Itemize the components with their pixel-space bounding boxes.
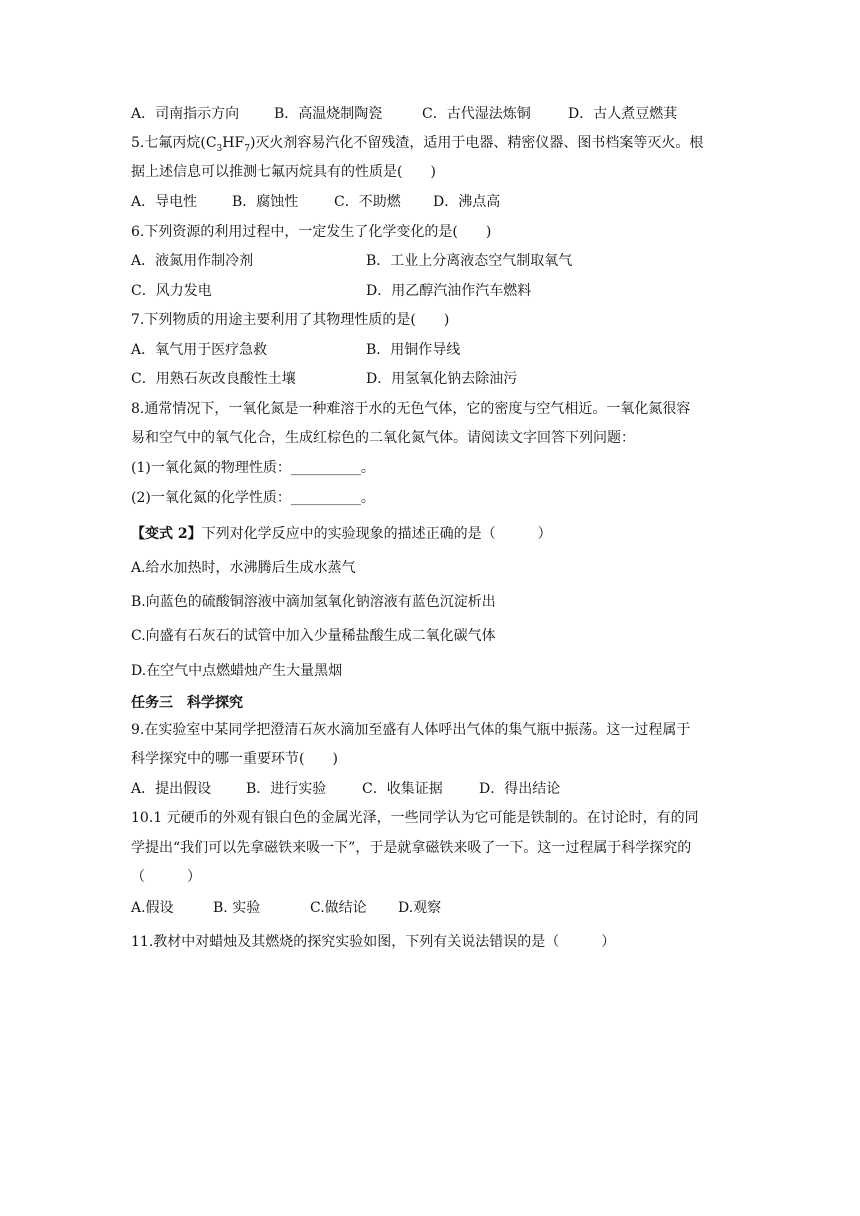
variant2-option-a: A.给水加热时，水沸腾后生成水蒸气: [131, 560, 356, 576]
q10-stem-line3: （ ）: [131, 869, 201, 885]
q7-option-a: A．氧气用于医疗急救: [131, 342, 268, 358]
q6-options-row1: [131, 251, 572, 271]
q5-text-c: )灭火剂容易汽化不留残渣，适用于电器、精密仪器、图书档案等灭火。根: [249, 135, 704, 151]
section-heading-task3: 任务三 科学探究: [131, 695, 243, 711]
variant2-option-b: B.向蓝色的硫酸铜溶液中滴加氢氧化钠溶液有蓝色沉淀析出: [131, 594, 496, 610]
q8-subquestion-2: (2)一氧化氮的化学性质：__________。: [131, 490, 375, 506]
q10-option-c: C.做结论: [310, 900, 367, 916]
q4-option-b: B．高温烧制陶瓷: [274, 106, 383, 122]
q5-option-d: D．沸点高: [433, 194, 501, 210]
q5-text-b: HF: [222, 135, 245, 151]
q6-stem: 6.下列资源的利用过程中，一定发生了化学变化的是( ): [131, 224, 492, 240]
q7-option-d: D．用氢氧化钠去除油污: [366, 371, 518, 387]
q6-options-row2: [131, 281, 531, 301]
q9-option-c: C．收集证据: [362, 781, 443, 797]
q10-stem-line2: 学提出“我们可以先拿磁铁来吸一下”，于是就拿磁铁来吸了一下。这一过程属于科学探究的: [131, 840, 692, 856]
q5-subscript-7: 7: [244, 143, 250, 154]
q8-stem-line2: 易和空气中的氧气化合，生成红棕色的二氧化氮气体。请阅读文字回答下列问题：: [131, 430, 635, 446]
variant2-text: 下列对化学反应中的实验现象的描述正确的是（ ）: [201, 526, 552, 542]
q8-stem-line1: 8.通常情况下，一氧化氮是一种难溶于水的无色气体，它的密度与空气相近。一氧化氮很容: [131, 401, 691, 417]
q7-stem: 7.下列物质的用途主要利用了其物理性质的是( ): [131, 312, 450, 328]
q7-options-row1: [131, 340, 460, 360]
q6-option-c: C．风力发电: [131, 283, 212, 299]
variant2-option-c: C.向盛有石灰石的试管中加入少量稀盐酸生成二氧化碳气体: [131, 628, 496, 644]
q7-option-b: B．用铜作导线: [366, 342, 461, 358]
q4-option-d: D．古人煮豆燃萁: [568, 106, 678, 122]
q5-option-b: B．腐蚀性: [232, 194, 299, 210]
q9-option-a: A．提出假设: [131, 781, 212, 797]
q10-stem-line1: 10.1 元硬币的外观有银白色的金属光泽，一些同学认为它可能是铁制的。在讨论时，有的同: [131, 810, 699, 826]
q8-subquestion-1: (1)一氧化氮的物理性质：__________。: [131, 460, 375, 476]
q9-option-d: D．得出结论: [479, 781, 561, 797]
q5-options: [131, 192, 500, 212]
q7-options-row2: [131, 369, 517, 389]
q6-option-d: D．用乙醇汽油作汽车燃料: [366, 283, 532, 299]
q10-option-b: B. 实验: [213, 900, 261, 916]
q4-option-c: C．古代湿法炼铜: [422, 106, 531, 122]
q9-option-b: B．进行实验: [246, 781, 327, 797]
q4-option-a: A．司南指示方向: [131, 106, 240, 122]
q5-option-a: A．导电性: [131, 194, 198, 210]
q11-stem: 11.教材中对蜡烛及其燃烧的探究实验如图，下列有关说法错误的是（ ）: [131, 934, 616, 950]
q6-option-b: B．工业上分离液态空气制取氧气: [366, 253, 573, 269]
variant2-stem: [131, 524, 552, 544]
variant2-option-d: D.在空气中点燃蜡烛产生大量黑烟: [131, 663, 343, 679]
q10-option-a: A.假设: [131, 900, 174, 916]
q5-text-a: 5.七氟丙烷(C: [131, 135, 217, 151]
q4-options: [131, 104, 677, 124]
variant2-label: 【变式 2】: [131, 526, 202, 542]
q7-option-c: C．用熟石灰改良酸性土壤: [131, 371, 296, 387]
q10-option-d: D.观察: [398, 900, 442, 916]
q9-stem-line1: 9.在实验室中某同学把澄清石灰水滴加至盛有人体呼出气体的集气瓶中振荡。这一过程属于: [131, 722, 691, 738]
q9-stem-line2: 科学探究中的哪一重要环节( ): [131, 751, 338, 767]
q5-stem-line2: 据上述信息可以推测七氟丙烷具有的性质是( ): [131, 164, 436, 180]
q10-options: [131, 898, 441, 918]
q5-stem-line1: [131, 133, 703, 159]
q5-subscript-3: 3: [216, 143, 223, 154]
q9-options: [131, 779, 560, 799]
q6-option-a: A．液氮用作制冷剂: [131, 253, 254, 269]
q5-option-c: C．不助燃: [334, 194, 401, 210]
